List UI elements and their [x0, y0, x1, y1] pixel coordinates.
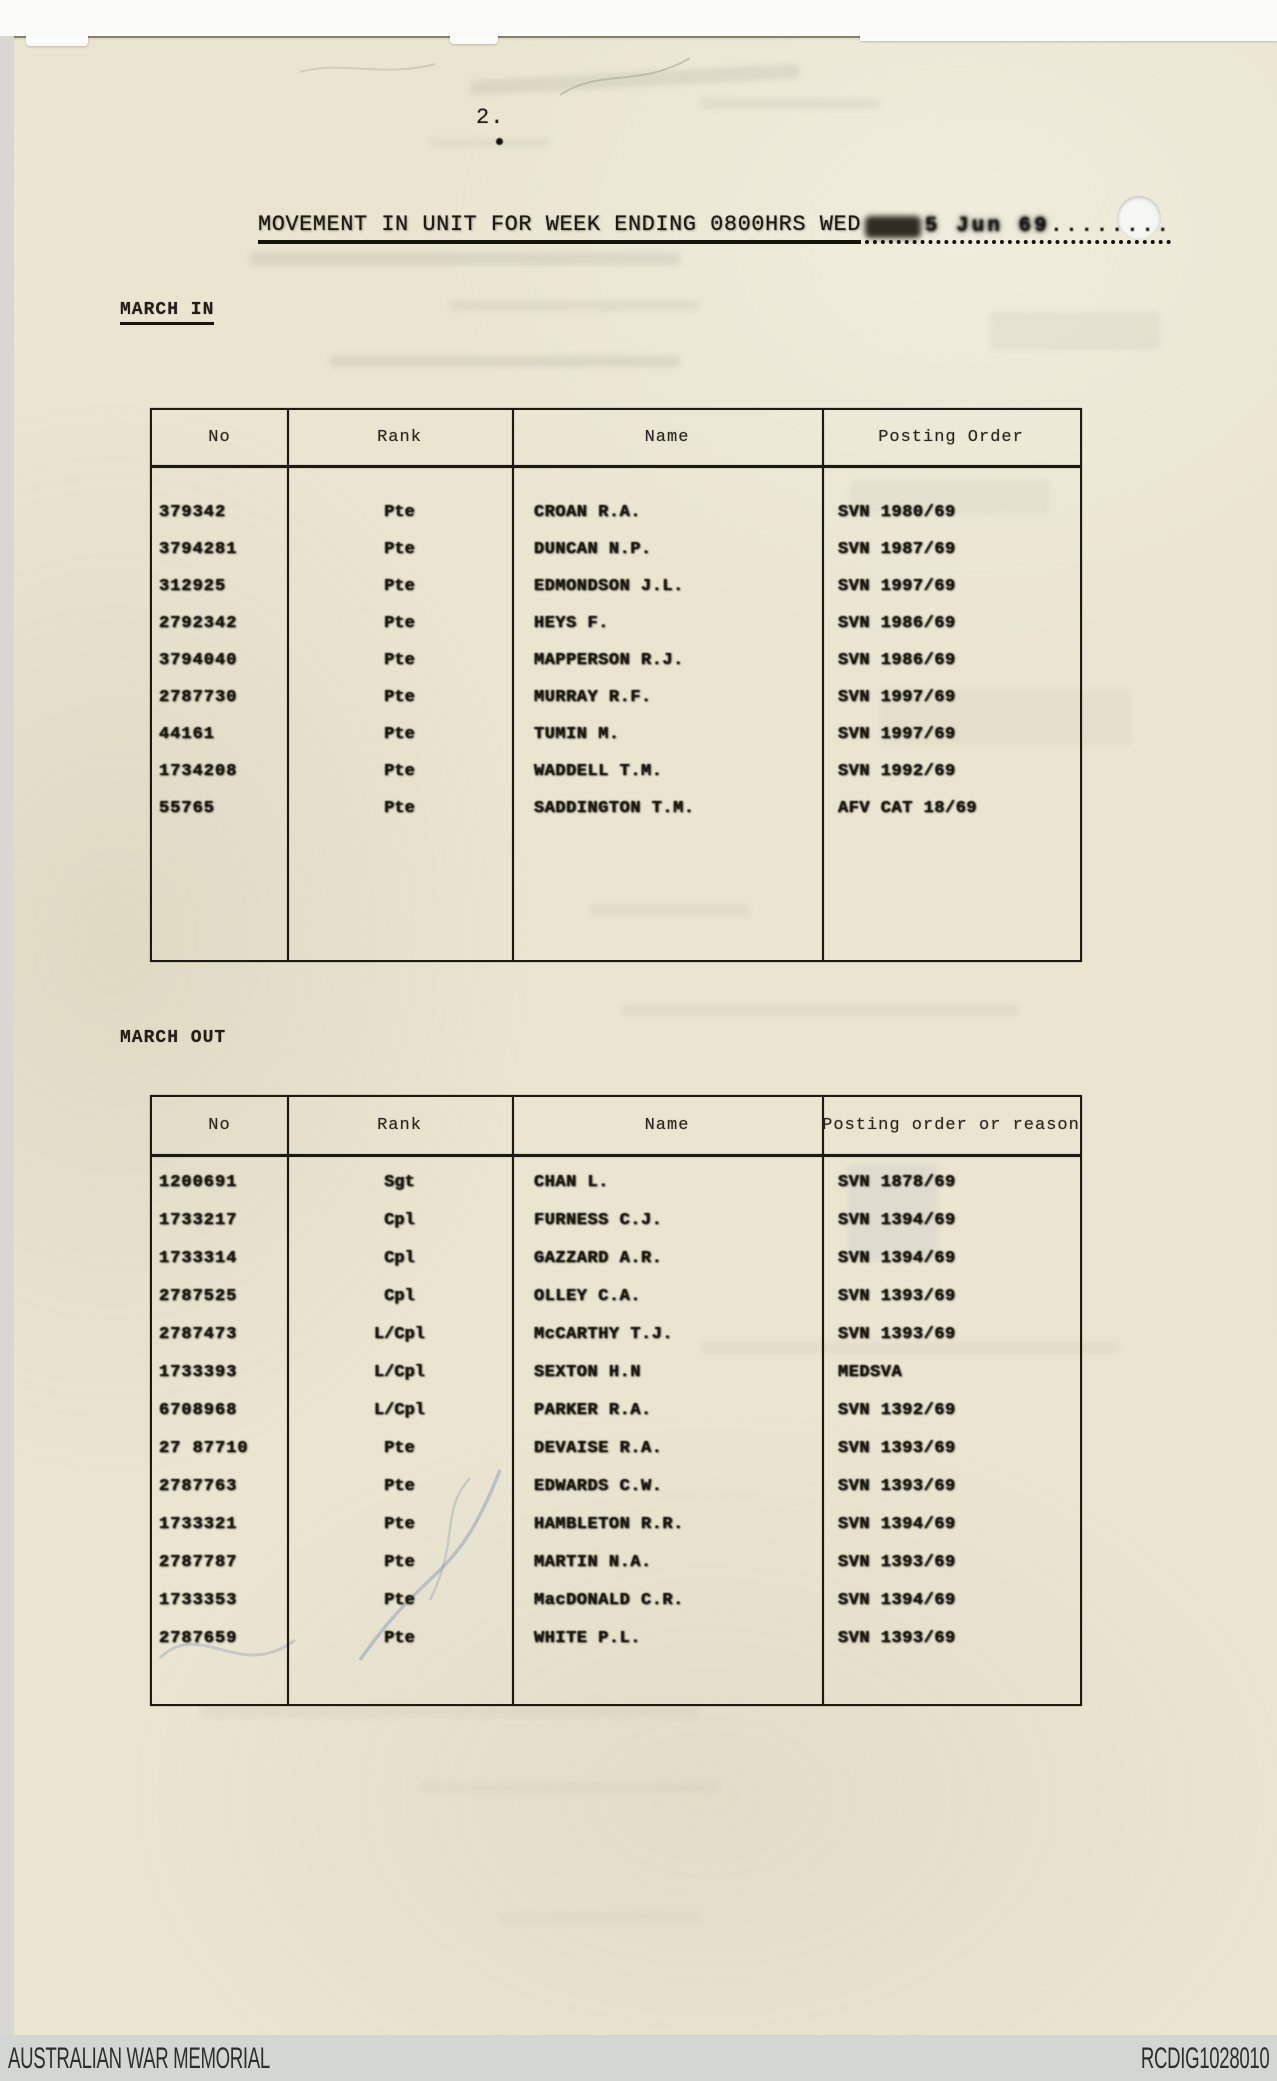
posting-cell: SVN 1878/69 [838, 1172, 956, 1192]
paper-edge-tab [26, 34, 88, 46]
table-row [152, 716, 1080, 753]
no-cell: 1733393 [159, 1362, 238, 1382]
table-row [152, 790, 1080, 827]
name-cell: TUMIN M. [534, 725, 620, 744]
table-header-row [152, 1097, 1080, 1154]
name-cell: MacDONALD C.R. [534, 1590, 684, 1610]
posting-cell: SVN 1392/69 [838, 1400, 956, 1420]
no-cell: 6708968 [159, 1400, 238, 1420]
table-header-line [152, 1154, 1080, 1157]
no-cell: 1733314 [159, 1248, 238, 1268]
table-body [152, 1163, 1080, 1657]
posting-cell: AFV CAT 18/69 [838, 799, 978, 818]
paper-edge-tab [450, 34, 498, 44]
ink-dot [496, 138, 503, 145]
rank-cell: Pte [384, 577, 415, 596]
paper-edge-tab [860, 34, 1277, 41]
name-cell: MAPPERSON R.J. [534, 651, 684, 670]
table-row [152, 494, 1080, 531]
rank-cell: Pte [384, 688, 415, 707]
table-row [152, 1619, 1080, 1657]
posting-cell: SVN 1992/69 [838, 762, 956, 781]
no-cell: 2787787 [159, 1552, 238, 1572]
name-cell: WADDELL T.M. [534, 762, 663, 781]
table-row [152, 605, 1080, 642]
name-cell: DEVAISE R.A. [534, 1438, 663, 1458]
table-row [152, 1163, 1080, 1201]
rank-cell: L/Cpl [373, 1362, 425, 1382]
archive-reference-id: RCDIG1028010 [1140, 2042, 1269, 2075]
posting-cell: SVN 1980/69 [838, 503, 956, 522]
name-cell: EDWARDS C.W. [534, 1476, 663, 1496]
no-cell: 44161 [159, 725, 216, 744]
table-header-row [152, 410, 1080, 465]
march-out-heading: MARCH OUT [120, 1028, 227, 1048]
table-row [152, 642, 1080, 679]
posting-cell: SVN 1394/69 [838, 1210, 956, 1230]
no-cell: 2787763 [159, 1476, 238, 1496]
no-cell: 2787730 [159, 688, 238, 707]
posting-cell: SVN 1394/69 [838, 1248, 956, 1268]
document-title-row [258, 212, 1171, 244]
no-cell: 27 87710 [159, 1438, 249, 1458]
table-row [152, 1543, 1080, 1581]
name-cell: SEXTON H.N [534, 1362, 642, 1382]
posting-cell: SVN 1393/69 [838, 1476, 956, 1496]
posting-cell: SVN 1393/69 [838, 1286, 956, 1306]
no-cell: 312925 [159, 577, 227, 596]
stamped-date-wrap [865, 213, 1171, 244]
posting-cell: SVN 1393/69 [838, 1324, 956, 1344]
table-row [152, 1505, 1080, 1543]
column-header: Rank [377, 1116, 422, 1135]
table-row [152, 679, 1080, 716]
posting-cell: SVN 1986/69 [838, 651, 956, 670]
scanner-top-band [0, 0, 1277, 36]
name-cell: MARTIN N.A. [534, 1552, 652, 1572]
no-cell: 1734208 [159, 762, 238, 781]
name-cell: CHAN L. [534, 1172, 609, 1192]
column-header: No [208, 1116, 231, 1135]
rank-cell: Pte [384, 762, 415, 781]
name-cell: GAZZARD A.R. [534, 1248, 663, 1268]
posting-cell: SVN 1986/69 [838, 614, 956, 633]
posting-cell: SVN 1394/69 [838, 1590, 956, 1610]
rank-cell: L/Cpl [373, 1324, 425, 1344]
no-cell: 3794040 [159, 651, 238, 670]
dotted-line: ........ [1049, 213, 1172, 238]
name-cell: PARKER R.A. [534, 1400, 652, 1420]
rank-cell: Pte [384, 1628, 415, 1648]
table-row [152, 1239, 1080, 1277]
rank-cell: Pte [384, 503, 415, 522]
no-cell: 2792342 [159, 614, 238, 633]
no-cell: 2787525 [159, 1286, 238, 1306]
scanner-left-strip [0, 36, 14, 2035]
no-cell: 1733353 [159, 1590, 238, 1610]
rank-cell: Pte [384, 799, 415, 818]
rank-cell: Pte [384, 540, 415, 559]
rank-cell: Cpl [384, 1248, 415, 1268]
rank-cell: Pte [384, 651, 415, 670]
posting-cell: SVN 1987/69 [838, 540, 956, 559]
table-row [152, 753, 1080, 790]
name-cell: FURNESS C.J. [534, 1210, 663, 1230]
table-body [152, 494, 1080, 827]
table-header-line [152, 465, 1080, 468]
no-cell: 1200691 [159, 1172, 238, 1192]
column-header: No [208, 428, 231, 447]
name-cell: DUNCAN N.P. [534, 540, 652, 559]
column-header: Name [644, 428, 690, 447]
name-cell: SADDINGTON T.M. [534, 799, 695, 818]
rank-cell: L/Cpl [373, 1400, 425, 1420]
rank-cell: Pte [384, 725, 415, 744]
rank-cell: Cpl [384, 1210, 415, 1230]
page-number: 2. [476, 105, 505, 130]
table-row [152, 531, 1080, 568]
name-cell: HEYS F. [534, 614, 609, 633]
no-cell: 379342 [159, 503, 227, 522]
archive-name: AUSTRALIAN WAR MEMORIAL [8, 2042, 270, 2075]
table-row [152, 1201, 1080, 1239]
rank-cell: Pte [384, 1552, 415, 1572]
rank-cell: Pte [384, 1476, 415, 1496]
posting-cell: SVN 1997/69 [838, 577, 956, 596]
posting-cell: SVN 1394/69 [838, 1514, 956, 1534]
column-header: Posting order or reason [822, 1116, 1080, 1135]
no-cell: 1733321 [159, 1514, 238, 1534]
table-row [152, 1429, 1080, 1467]
name-cell: WHITE P.L. [534, 1628, 642, 1648]
ink-smudge [865, 216, 921, 238]
name-cell: EDMONDSON J.L. [534, 577, 684, 596]
rank-cell: Sgt [384, 1172, 415, 1192]
no-cell: 2787659 [159, 1628, 238, 1648]
posting-cell: SVN 1393/69 [838, 1438, 956, 1458]
table-row [152, 568, 1080, 605]
name-cell: HAMBLETON R.R. [534, 1514, 684, 1534]
posting-cell: SVN 1393/69 [838, 1552, 956, 1572]
document-title: MOVEMENT IN UNIT FOR WEEK ENDING 0800HRS WED [258, 212, 861, 244]
name-cell: CROAN R.A. [534, 503, 642, 522]
march-in-table [150, 408, 1082, 962]
no-cell: 2787473 [159, 1324, 238, 1344]
march-in-heading: MARCH IN [120, 300, 214, 325]
archive-footer-bar [0, 2035, 1277, 2081]
no-cell: 1733217 [159, 1210, 238, 1230]
rank-cell: Pte [384, 1438, 415, 1458]
name-cell: MURRAY R.F. [534, 688, 652, 707]
no-cell: 3794281 [159, 540, 238, 559]
name-cell: McCARTHY T.J. [534, 1324, 674, 1344]
march-out-table [150, 1095, 1082, 1706]
posting-cell: SVN 1393/69 [838, 1628, 956, 1648]
table-row [152, 1315, 1080, 1353]
name-cell: OLLEY C.A. [534, 1286, 642, 1306]
posting-cell: SVN 1997/69 [838, 688, 956, 707]
stamped-date: 5 Jun 69 [924, 215, 1050, 238]
posting-cell: MEDSVA [838, 1362, 903, 1382]
rank-cell: Pte [384, 1590, 415, 1610]
column-header: Posting Order [878, 428, 1024, 447]
table-row [152, 1391, 1080, 1429]
table-row [152, 1353, 1080, 1391]
rank-cell: Pte [384, 614, 415, 633]
posting-cell: SVN 1997/69 [838, 725, 956, 744]
rank-cell: Cpl [384, 1286, 415, 1306]
column-header: Rank [377, 428, 422, 447]
rank-cell: Pte [384, 1514, 415, 1534]
table-row [152, 1467, 1080, 1505]
table-row [152, 1277, 1080, 1315]
table-row [152, 1581, 1080, 1619]
no-cell: 55765 [159, 799, 216, 818]
column-header: Name [644, 1116, 690, 1135]
